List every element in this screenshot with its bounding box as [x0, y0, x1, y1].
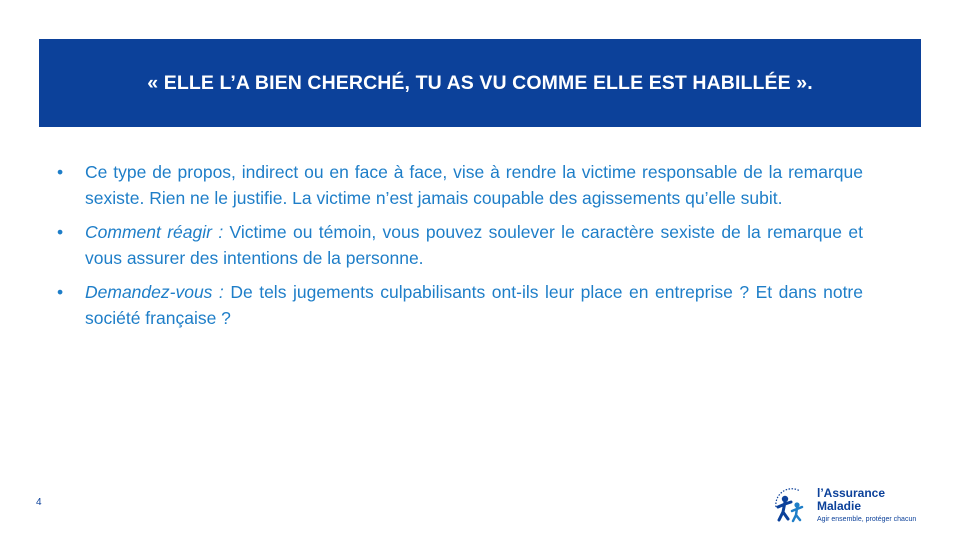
- page-number: 4: [36, 497, 42, 508]
- bullet-body: Ce type de propos, indirect ou en face à face, vise à rendre la victime responsable de la remarque sexiste. Rien ne le justifie. La victime n’est jamais coupable des agissements qu’elle subit.: [85, 162, 863, 208]
- bullet-item: [57, 280, 863, 331]
- bullet-text: [85, 280, 863, 331]
- bullet-marker: •: [57, 222, 64, 242]
- family-figures-icon: [770, 483, 814, 527]
- bullet-lead: Comment réagir :: [85, 222, 224, 242]
- bullet-lead: Demandez-vous :: [85, 282, 224, 302]
- bullet-list: [57, 160, 863, 340]
- logo-tagline: Agir ensemble, protéger chacun: [817, 516, 917, 523]
- bullet-body: Victime ou témoin, vous pouvez soulever le caractère sexiste de la remarque et vous assurer des intentions de la personne.: [85, 222, 863, 268]
- bullet-body: De tels jugements culpabilisants ont-ils leur place en entreprise ? Et dans notre société française ?: [85, 282, 863, 328]
- slide-title: « ELLE L’A BIEN CHERCHÉ, TU AS VU COMME ELLE EST HABILLÉE ».: [147, 71, 813, 94]
- logo-name-line1: l’Assurance: [817, 486, 886, 500]
- bullet-text: [85, 220, 863, 271]
- bullet-item: [57, 160, 863, 211]
- logo-name-line2: Maladie: [817, 499, 862, 513]
- bullet-text: [85, 160, 863, 211]
- logo-wordmark: [817, 487, 916, 523]
- assurance-maladie-logo: [770, 482, 920, 528]
- bullet-item: [57, 220, 863, 271]
- title-banner: [39, 39, 921, 127]
- bullet-marker: •: [57, 162, 64, 182]
- bullet-marker: •: [57, 282, 64, 302]
